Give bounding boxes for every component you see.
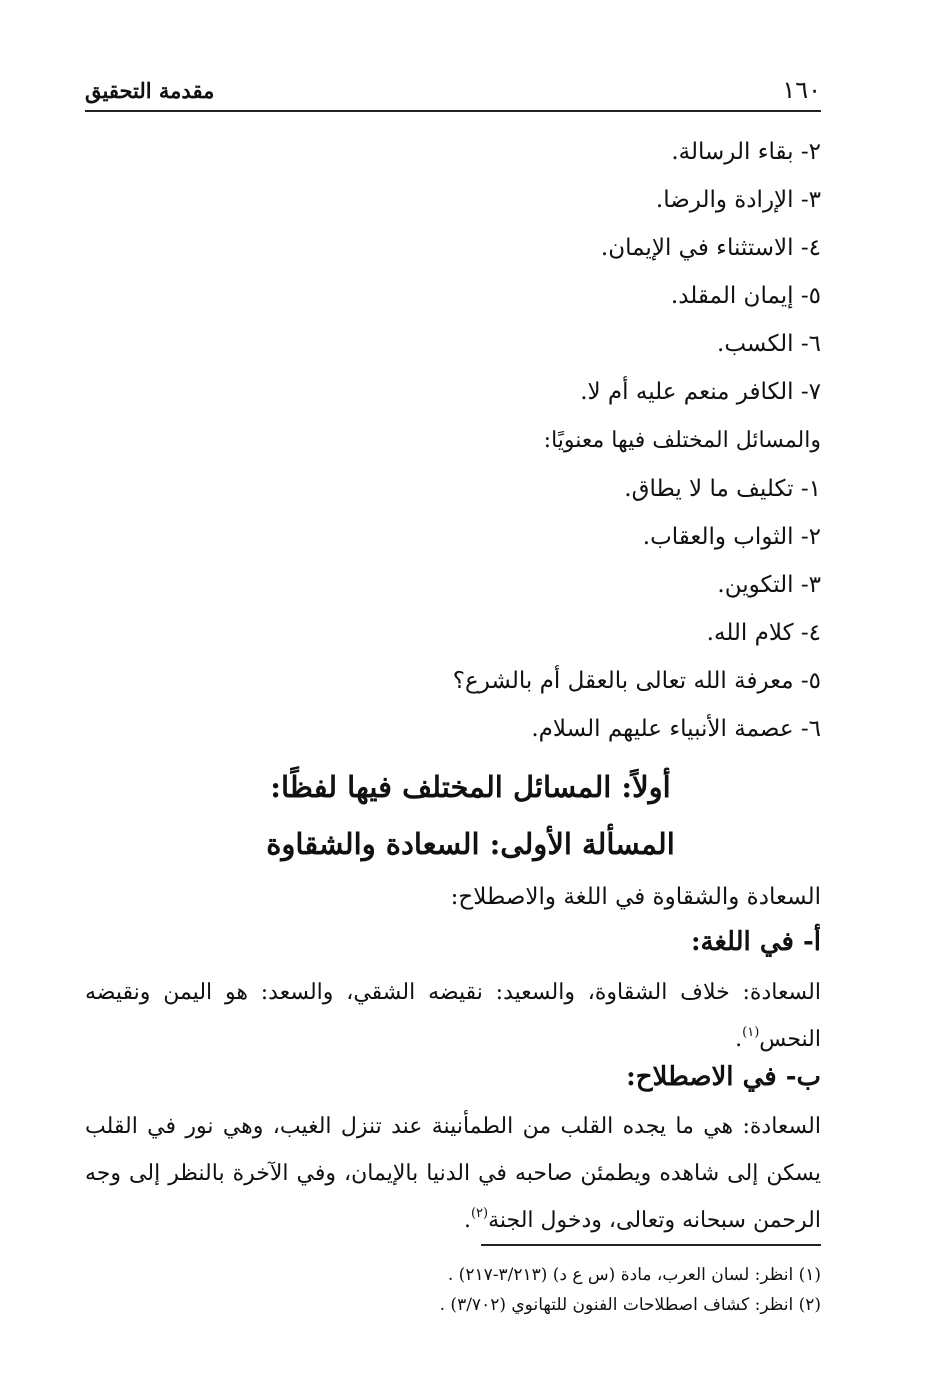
list-item: ٢- بقاء الرسالة. <box>671 139 821 165</box>
lang-heading: أ- في اللغة: <box>690 927 821 957</box>
period: . <box>463 1208 471 1233</box>
section-heading: أولاً: المسائل المختلف فيها لفظًا: <box>270 770 671 804</box>
list-item: ٣- الإرادة والرضا. <box>655 187 821 213</box>
footnote-divider <box>481 1244 821 1246</box>
footnote-ref: (١) <box>742 1025 760 1040</box>
page-number: ١٦٠ <box>782 76 821 104</box>
list-intro: والمسائل المختلف فيها معنويًا: <box>543 428 821 453</box>
term-paragraph <box>85 1103 821 1244</box>
running-header <box>85 74 821 112</box>
footnote: (٢) انظر: كشاف اصطلاحات الفنون للتهانوي (٣/٧٠٢) . <box>439 1295 821 1315</box>
list-item: ٥- إيمان المقلد. <box>670 283 821 309</box>
footnote: (١) انظر: لسان العرب، مادة (س ع د) (٣/٢١٣-٢١٧) . <box>447 1265 821 1285</box>
term-text: السعادة: هي ما يجده القلب من الطمأنينة عند تنزل الغيب، وهي نور في القلب يسكن إلى شاهده ويطمئن صاحبه في الدنيا بالإيمان، وفي الآخرة بالنظر إلى وجه الرحمن سبحانه وتعالى، ودخول الجنة <box>85 1114 821 1233</box>
issue-heading: المسألة الأولى: السعادة والشقاوة <box>266 827 675 861</box>
list-item: ٣- التكوين. <box>717 572 821 598</box>
list-item: ٧- الكافر منعم عليه أم لا. <box>580 379 821 405</box>
footnote-ref: (٢) <box>470 1206 489 1221</box>
lang-paragraph <box>85 969 821 1063</box>
list-item: ٦- عصمة الأنبياء عليهم السلام. <box>531 716 821 742</box>
list-item: ٤- كلام الله. <box>706 620 821 646</box>
list-item: ٦- الكسب. <box>717 331 821 357</box>
list-item: ٢- الثواب والعقاب. <box>642 524 821 550</box>
running-title: مقدمة التحقيق <box>85 78 215 103</box>
list-item: ٥- معرفة الله تعالى بالعقل أم بالشرع؟ <box>452 668 821 694</box>
period: . <box>735 1027 743 1052</box>
lang-text: السعادة: خلاف الشقاوة، والسعيد: نقيضه الشقي، والسعد: هو اليمن ونقيضه النحس <box>85 980 821 1052</box>
list-item: ١- تكليف ما لا يطاق. <box>624 476 821 502</box>
list-item: ٤- الاستثناء في الإيمان. <box>600 235 821 261</box>
term-heading: ب- في الاصطلاح: <box>626 1062 821 1092</box>
definition-intro: السعادة والشقاوة في اللغة والاصطلاح: <box>450 884 821 910</box>
